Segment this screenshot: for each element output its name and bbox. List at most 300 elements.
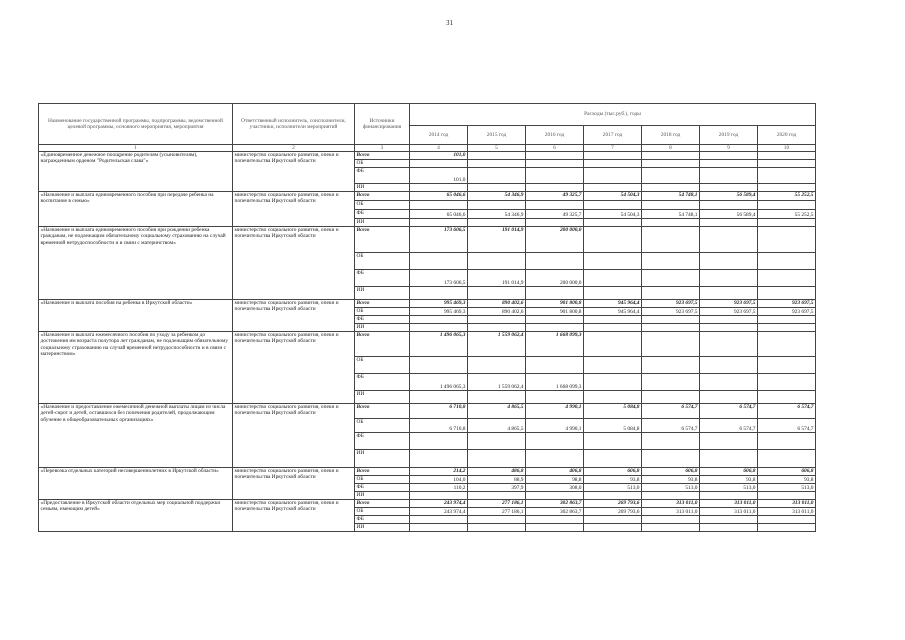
expense-cell — [410, 450, 468, 468]
funding-source: ОБ — [355, 508, 410, 516]
expense-cell — [642, 253, 700, 270]
expense-cell — [410, 184, 468, 192]
expense-cell: 513,0 — [642, 484, 700, 492]
expense-cell — [758, 391, 816, 404]
expense-cell — [758, 316, 816, 324]
expense-cell — [758, 227, 816, 253]
expense-cell: 5 084,8 — [584, 419, 642, 433]
expense-cell — [642, 492, 700, 500]
expense-cell: 49 325,7 — [526, 210, 584, 219]
expense-cell — [642, 357, 700, 374]
executor-name: министерство социального развития, опеки и попечительства Иркутской области — [233, 227, 355, 300]
column-number: 5 — [468, 145, 526, 152]
expense-cell: 54 504,3 — [584, 210, 642, 219]
expense-cell: 923 697,5 — [700, 308, 758, 316]
expense-cell: 56 589,4 — [700, 192, 758, 201]
expense-cell: 4 990,1 — [526, 419, 584, 433]
expense-cell — [526, 357, 584, 374]
expense-cell — [700, 287, 758, 300]
expenses-table — [38, 103, 816, 532]
expense-cell — [468, 152, 526, 160]
expense-cell: 923 697,5 — [700, 300, 758, 308]
expense-cell — [700, 270, 758, 287]
expense-cell — [584, 374, 642, 391]
executor-name: министерство социального развития, опеки и попечительства Иркутской области — [233, 332, 355, 404]
expense-cell: 243 974,4 — [410, 500, 468, 508]
expense-cell — [700, 524, 758, 532]
expense-cell — [642, 184, 700, 192]
funding-source: ОБ — [355, 476, 410, 484]
expense-cell — [410, 287, 468, 300]
expense-cell: 923 697,5 — [642, 308, 700, 316]
expense-cell — [468, 492, 526, 500]
expense-cell: 945 964,4 — [584, 300, 642, 308]
expense-cell — [468, 316, 526, 324]
funding-source: ИИ — [355, 287, 410, 300]
expense-cell: 6 574,7 — [700, 419, 758, 433]
expense-cell: 313 011,0 — [642, 508, 700, 516]
expense-cell: 243 974,4 — [410, 508, 468, 516]
expense-cell — [410, 357, 468, 374]
expense-cell — [584, 524, 642, 532]
expense-cell — [584, 201, 642, 210]
expense-cell: 4 990,1 — [526, 404, 584, 419]
expense-cell — [468, 516, 526, 524]
expense-cell: 606,8 — [642, 468, 700, 476]
expense-cell — [642, 227, 700, 253]
expense-cell — [410, 253, 468, 270]
expense-cell: 308,0 — [526, 484, 584, 492]
funding-source: ОБ — [355, 253, 410, 270]
expense-cell — [758, 168, 816, 184]
expense-cell — [468, 201, 526, 210]
expense-cell: 1 496 065,3 — [410, 332, 468, 357]
expense-cell: 890 402,6 — [468, 300, 526, 308]
expense-cell: 55 252,5 — [758, 210, 816, 219]
table-row — [39, 404, 816, 419]
expense-cell — [700, 227, 758, 253]
header-year: 2016 год — [526, 126, 584, 145]
expense-cell — [758, 374, 816, 391]
expense-cell — [642, 270, 700, 287]
expense-cell — [410, 160, 468, 168]
expense-cell: 88,9 — [468, 476, 526, 484]
expense-cell — [758, 433, 816, 450]
expense-cell — [584, 253, 642, 270]
expense-cell — [758, 524, 816, 532]
expense-cell: 1 496 065,3 — [410, 374, 468, 391]
expense-cell — [410, 324, 468, 332]
expense-cell — [468, 184, 526, 192]
column-number: 2 — [233, 145, 355, 152]
expense-cell — [642, 332, 700, 357]
expense-cell — [642, 160, 700, 168]
expense-cell — [526, 492, 584, 500]
expense-cell — [758, 219, 816, 227]
expense-cell — [584, 324, 642, 332]
expense-cell — [642, 168, 700, 184]
expense-cell — [758, 492, 816, 500]
expense-cell — [410, 201, 468, 210]
expense-cell — [642, 201, 700, 210]
funding-source: ОБ — [355, 160, 410, 168]
expense-cell — [700, 450, 758, 468]
expense-cell — [584, 152, 642, 160]
expense-cell: 923 697,5 — [758, 300, 816, 308]
expense-cell — [700, 152, 758, 160]
expense-cell — [584, 516, 642, 524]
funding-source: Всего — [355, 404, 410, 419]
table-row — [39, 500, 816, 508]
expense-cell: 513,0 — [584, 484, 642, 492]
expense-cell: 606,8 — [700, 468, 758, 476]
expense-cell: 6 574,7 — [642, 404, 700, 419]
expense-cell — [642, 391, 700, 404]
expense-cell — [584, 184, 642, 192]
expense-cell: 191 014,9 — [468, 227, 526, 253]
expense-cell: 54 346,9 — [468, 210, 526, 219]
funding-source: Всего — [355, 332, 410, 357]
expense-cell: 54 748,1 — [642, 192, 700, 201]
expense-cell: 486,8 — [468, 468, 526, 476]
expense-cell: 93,8 — [584, 476, 642, 484]
expense-cell — [642, 287, 700, 300]
expense-cell: 4 865,5 — [468, 419, 526, 433]
expense-cell: 6 574,7 — [642, 419, 700, 433]
expense-cell — [700, 160, 758, 168]
expense-cell: 313 011,0 — [758, 508, 816, 516]
header-year: 2014 год — [410, 126, 468, 145]
expense-cell — [468, 168, 526, 184]
expense-cell: 93,8 — [700, 476, 758, 484]
expense-cell: 901 800,8 — [526, 300, 584, 308]
funding-source: ИИ — [355, 492, 410, 500]
table-row — [39, 192, 816, 201]
funding-source: Всего — [355, 192, 410, 201]
funding-source: ИИ — [355, 524, 410, 532]
expense-cell: 93,8 — [642, 476, 700, 484]
expense-cell: 1 559 062,4 — [468, 374, 526, 391]
expense-cell: 173 606,5 — [410, 270, 468, 287]
funding-source: Всего — [355, 500, 410, 508]
expense-cell — [642, 152, 700, 160]
header-expenses: Расходы (тыс.руб.), годы — [410, 104, 816, 126]
expense-cell — [526, 287, 584, 300]
expense-cell — [700, 357, 758, 374]
executor-name: министерство социального развития, опеки и попечительства Иркутской области — [233, 500, 355, 532]
expense-cell — [526, 201, 584, 210]
expense-cell — [700, 332, 758, 357]
expense-cell: 55 252,5 — [758, 192, 816, 201]
program-name: «Назначение и выплата ежемесячного пособия по уходу за ребенком до достижения им возраста полутора лет гражданам, не подлежащим обязательному социальному страхованию на случай временной нетрудоспособности и в связи с материнством» — [39, 332, 233, 404]
expense-cell: 49 325,7 — [526, 192, 584, 201]
expense-cell — [468, 524, 526, 532]
expense-cell: 101,0 — [410, 152, 468, 160]
funding-source: ИИ — [355, 219, 410, 227]
column-number: 10 — [758, 145, 816, 152]
expense-cell — [584, 168, 642, 184]
funding-source: ОБ — [355, 201, 410, 210]
expense-cell: 6 574,7 — [758, 419, 816, 433]
executor-name: министерство социального развития, опеки и попечительства Иркутской области — [233, 404, 355, 468]
expense-cell — [700, 391, 758, 404]
funding-source: ФБ — [355, 484, 410, 492]
expense-cell — [758, 357, 816, 374]
table-row — [39, 332, 816, 357]
expense-cell — [700, 433, 758, 450]
expense-cell — [642, 219, 700, 227]
expense-cell — [642, 324, 700, 332]
expense-cell — [700, 253, 758, 270]
expense-cell — [468, 433, 526, 450]
table-row — [39, 227, 816, 253]
expense-cell — [526, 152, 584, 160]
expense-cell — [758, 287, 816, 300]
expense-cell: 200 000,0 — [526, 270, 584, 287]
expense-cell: 923 697,5 — [758, 308, 816, 316]
column-number: 3 — [355, 145, 410, 152]
funding-source: ФБ — [355, 210, 410, 219]
expense-cell — [758, 450, 816, 468]
expense-cell: 191 014,9 — [468, 270, 526, 287]
funding-source: Всего — [355, 468, 410, 476]
expense-cell — [758, 332, 816, 357]
expense-cell: 54 748,1 — [642, 210, 700, 219]
expense-cell — [584, 227, 642, 253]
executor-name: министерство социального развития, опеки и попечительства Иркутской области — [233, 192, 355, 227]
expense-cell: 945 964,4 — [584, 308, 642, 316]
expense-cell — [700, 316, 758, 324]
expense-cell — [584, 357, 642, 374]
expense-cell: 606,8 — [584, 468, 642, 476]
funding-source: Всего — [355, 227, 410, 253]
header-year: 2018 год — [642, 126, 700, 145]
expense-cell: 65 046,6 — [410, 192, 468, 201]
funding-source: ФБ — [355, 433, 410, 450]
expense-cell — [410, 516, 468, 524]
header-source: Источники финансирования — [355, 104, 410, 145]
expense-cell — [468, 287, 526, 300]
expense-cell — [758, 160, 816, 168]
funding-source: ОБ — [355, 357, 410, 374]
expense-cell: 513,0 — [758, 484, 816, 492]
column-number: 7 — [584, 145, 642, 152]
header-year: 2019 год — [700, 126, 758, 145]
expense-cell: 269 793,6 — [584, 508, 642, 516]
expense-cell: 101,0 — [410, 168, 468, 184]
expense-cell — [584, 316, 642, 324]
expense-cell: 6 710,8 — [410, 404, 468, 419]
expense-cell — [758, 201, 816, 210]
column-number: 1 — [39, 145, 233, 152]
expense-cell — [526, 524, 584, 532]
expense-cell: 6 574,7 — [758, 404, 816, 419]
expense-cell: 65 046,6 — [410, 210, 468, 219]
expense-cell — [526, 184, 584, 192]
expense-cell — [410, 524, 468, 532]
expense-cell: 302 863,7 — [526, 500, 584, 508]
expense-cell — [526, 219, 584, 227]
program-name: «Единовременное денежное поощрение родителям (усыновителям), награжденным орденом "Родительская слава"» — [39, 152, 233, 192]
expense-cell — [410, 492, 468, 500]
expense-cell — [758, 152, 816, 160]
program-name: «Перевозка отдельных категорий несовершеннолетних в Иркутской области» — [39, 468, 233, 500]
expense-cell — [468, 219, 526, 227]
expense-cell: 313 011,0 — [642, 500, 700, 508]
funding-source: ИИ — [355, 324, 410, 332]
expense-cell — [410, 219, 468, 227]
expense-cell — [526, 253, 584, 270]
expense-cell — [410, 433, 468, 450]
expense-cell: 98,8 — [526, 476, 584, 484]
expense-cell — [410, 316, 468, 324]
page-number: 31 — [446, 19, 453, 27]
expense-cell: 54 504,3 — [584, 192, 642, 201]
expense-cell — [700, 516, 758, 524]
executor-name: министерство социального развития, опеки и попечительства Иркутской области — [233, 152, 355, 192]
column-number: 9 — [700, 145, 758, 152]
expense-cell: 200 000,0 — [526, 227, 584, 253]
expense-cell: 1 668 099,3 — [526, 332, 584, 357]
expense-cell — [526, 433, 584, 450]
expense-cell — [468, 391, 526, 404]
expense-cell — [758, 184, 816, 192]
expense-cell: 890 402,6 — [468, 308, 526, 316]
funding-source: ИИ — [355, 450, 410, 468]
funding-source: Всего — [355, 152, 410, 160]
funding-source: ИИ — [355, 391, 410, 404]
expense-cell — [584, 219, 642, 227]
funding-source: ОБ — [355, 308, 410, 316]
funding-source: ОБ — [355, 419, 410, 433]
expense-cell: 5 084,8 — [584, 404, 642, 419]
header-year: 2020 год — [758, 126, 816, 145]
header-year: 2017 год — [584, 126, 642, 145]
expense-cell: 397,9 — [468, 484, 526, 492]
expense-cell — [526, 324, 584, 332]
funding-source: ИИ — [355, 184, 410, 192]
executor-name: министерство социального развития, опеки и попечительства Иркутской области — [233, 300, 355, 332]
program-name: «Назначение и выплата пособия на ребенка в Иркутской области» — [39, 300, 233, 332]
table-row — [39, 468, 816, 476]
column-number: 8 — [642, 145, 700, 152]
expense-cell — [584, 332, 642, 357]
expense-cell — [526, 168, 584, 184]
program-name: «Предоставление в Иркутской области отдельных мер социальной поддержки семьям, имеющим детей» — [39, 500, 233, 532]
expense-cell — [758, 270, 816, 287]
expense-cell: 56 589,4 — [700, 210, 758, 219]
column-number: 4 — [410, 145, 468, 152]
expense-cell — [584, 391, 642, 404]
expense-cell — [700, 374, 758, 391]
expense-cell: 269 793,6 — [584, 500, 642, 508]
funding-source: ФБ — [355, 168, 410, 184]
expense-cell: 277 186,1 — [468, 500, 526, 508]
expense-cell — [700, 492, 758, 500]
expense-cell — [642, 524, 700, 532]
expense-cell — [526, 516, 584, 524]
expense-cell — [584, 270, 642, 287]
expense-cell: 513,0 — [700, 484, 758, 492]
expense-cell: 6 574,7 — [700, 404, 758, 419]
expense-cell — [584, 287, 642, 300]
expense-cell — [700, 184, 758, 192]
expense-cell: 93,8 — [758, 476, 816, 484]
expense-cell: 110,2 — [410, 484, 468, 492]
expense-cell — [468, 357, 526, 374]
header-program: Наименование государственной программы, подпрограммы, ведомственной целевой программы, основного мероприятия, мероприятия — [39, 104, 233, 145]
expense-cell: 995 469,3 — [410, 300, 468, 308]
expense-cell — [700, 201, 758, 210]
expense-cell: 313 011,0 — [700, 508, 758, 516]
expense-cell: 406,8 — [526, 468, 584, 476]
expense-cell — [642, 516, 700, 524]
expense-cell — [584, 450, 642, 468]
expense-cell — [526, 316, 584, 324]
expense-cell: 606,8 — [758, 468, 816, 476]
expense-cell — [526, 160, 584, 168]
expense-cell: 995 469,3 — [410, 308, 468, 316]
program-name: «Назначение и предоставление ежемесячной денежной выплаты лицам из числа детей-сирот и детей, оставшихся без попечения родителей, продолжающим обучение в общеобразовательных организациях» — [39, 404, 233, 468]
expense-cell — [468, 253, 526, 270]
table-row — [39, 152, 816, 160]
expense-cell: 4 865,5 — [468, 404, 526, 419]
expense-cell — [526, 450, 584, 468]
funding-source: ФБ — [355, 374, 410, 391]
program-name: «Назначение и выплата единовременного пособия при рождении ребенка гражданам, не подлежащим обязательному социальному страхованию на случай временной нетрудоспособности и в связи с материнством» — [39, 227, 233, 300]
expense-cell — [468, 324, 526, 332]
header-year: 2015 год — [468, 126, 526, 145]
funding-source: ФБ — [355, 516, 410, 524]
expense-cell — [700, 168, 758, 184]
expense-cell — [642, 316, 700, 324]
expense-cell: 901 800,8 — [526, 308, 584, 316]
header-executor: Ответственный исполнитель, соисполнители, участники, исполнители мероприятий — [233, 104, 355, 145]
expense-cell: 302 863,7 — [526, 508, 584, 516]
expense-cell — [700, 324, 758, 332]
expense-cell: 104,0 — [410, 476, 468, 484]
expense-cell: 214,2 — [410, 468, 468, 476]
expense-cell: 277 186,1 — [468, 508, 526, 516]
expense-cell — [584, 433, 642, 450]
expense-cell — [584, 160, 642, 168]
expense-cell: 923 697,5 — [642, 300, 700, 308]
column-number: 6 — [526, 145, 584, 152]
expense-cell — [526, 391, 584, 404]
executor-name: министерство социального развития, опеки и попечительства Иркутской области — [233, 468, 355, 500]
expense-cell: 54 346,9 — [468, 192, 526, 201]
funding-source: Всего — [355, 300, 410, 308]
table-row — [39, 300, 816, 308]
expense-cell — [410, 391, 468, 404]
expense-cell: 173 606,5 — [410, 227, 468, 253]
expense-cell — [642, 374, 700, 391]
expense-cell: 6 710,8 — [410, 419, 468, 433]
expense-cell — [468, 160, 526, 168]
expense-cell — [758, 253, 816, 270]
expense-cell: 1 559 062,4 — [468, 332, 526, 357]
program-name: «Назначение и выплата единовременного пособия при передаче ребенка на воспитание в семью» — [39, 192, 233, 227]
expense-cell: 1 668 099,3 — [526, 374, 584, 391]
expense-cell — [642, 450, 700, 468]
expense-cell: 313 011,0 — [700, 500, 758, 508]
expense-cell: 313 011,0 — [758, 500, 816, 508]
expense-cell — [642, 433, 700, 450]
expense-cell — [584, 492, 642, 500]
expense-cell — [468, 450, 526, 468]
funding-source: ФБ — [355, 270, 410, 287]
expense-cell — [758, 516, 816, 524]
